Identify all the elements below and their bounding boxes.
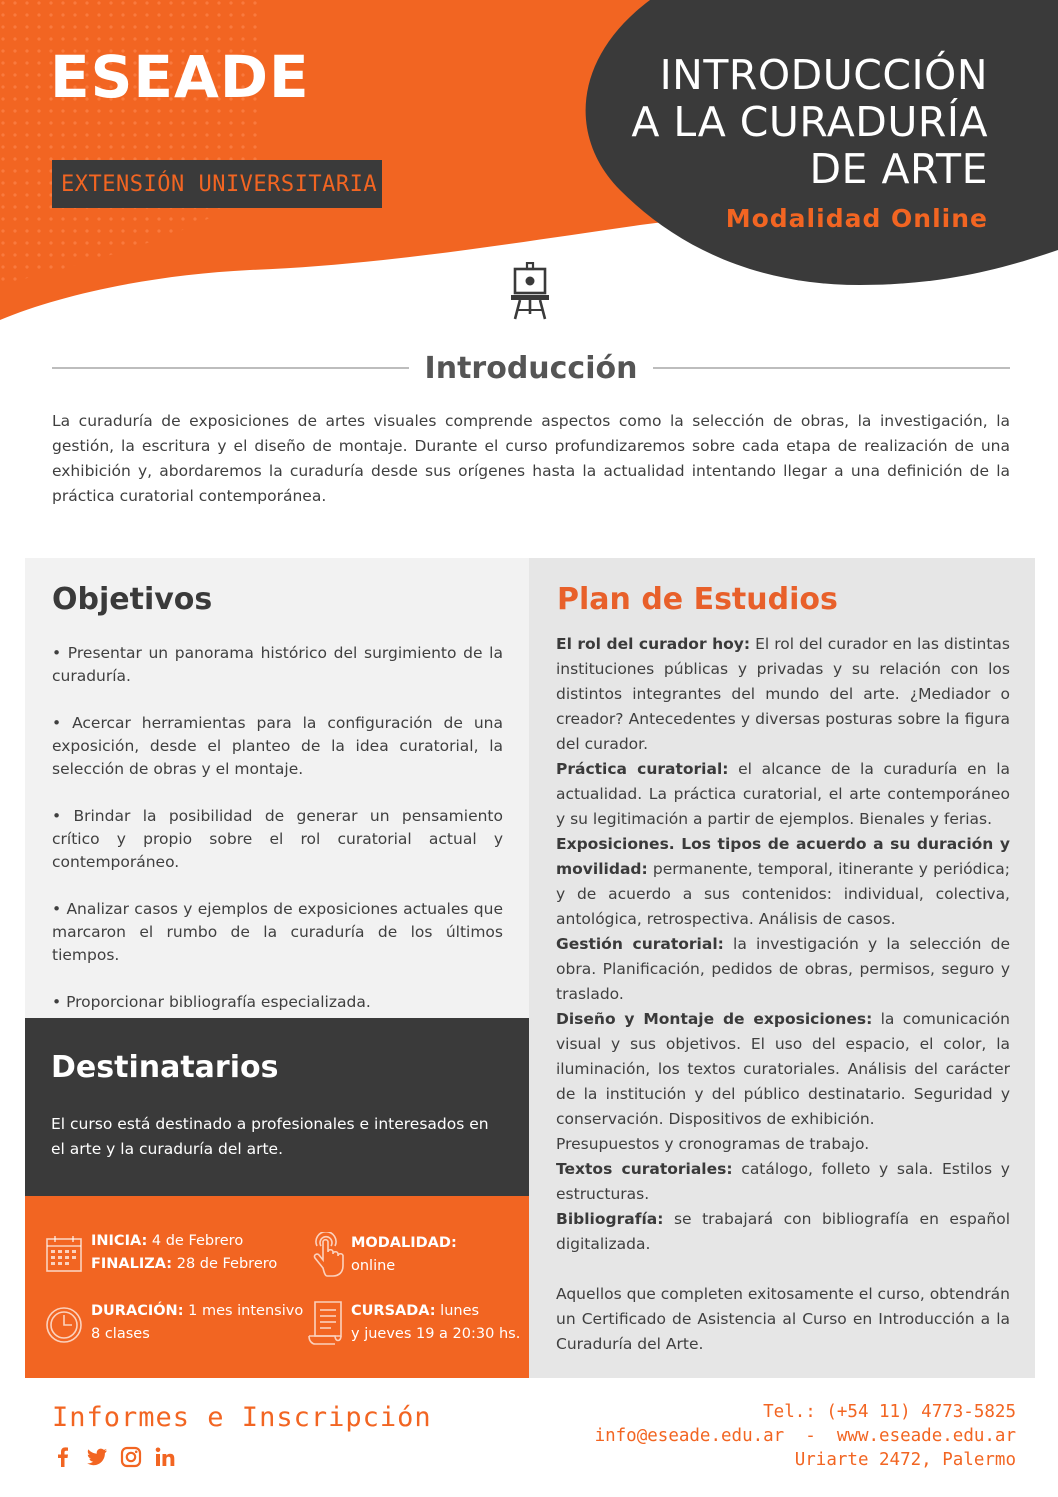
modalidad-value: online: [351, 1258, 396, 1274]
cursada-text: [351, 1300, 520, 1346]
plan-list: [556, 632, 1010, 1357]
extension-universitaria-badge: EXTENSIÓN UNIVERSITARIA: [52, 160, 382, 208]
duracion-label: DURACIÓN:: [91, 1303, 184, 1319]
course-title: [631, 52, 988, 193]
plan-item-text: se trabajará con bibliografía en español digitalizada.: [556, 1210, 1010, 1253]
plan-item: [556, 932, 1010, 1007]
social-links: [52, 1446, 176, 1468]
calendar-icon: [45, 1234, 85, 1274]
phone-text[interactable]: Tel.: (+54 11) 4773-5825: [763, 1402, 1016, 1422]
objetivos-panel: [25, 558, 529, 1018]
plan-item-text: la investigación y la selección de obra. Planificación, pedidos de obras, permisos, seguro y traslado.: [556, 935, 1010, 1003]
plan-item: [556, 832, 1010, 932]
eseade-logo: ESEADE: [50, 43, 310, 111]
touch-icon: [309, 1232, 349, 1278]
address-text: Uriarte 2472, Palermo: [794, 1450, 1016, 1470]
plan-heading: Plan de Estudios: [557, 582, 838, 617]
title-line-1: INTRODUCCIÓN: [659, 51, 988, 99]
objetivo-item: • Acercar herramientas para la configuración de una exposición, desde el planteo de la idea curatorial, la selección de obras y el montaje.: [52, 714, 503, 778]
plan-item: [556, 1157, 1010, 1207]
spacer: [556, 1257, 1010, 1282]
modalidad-label: MODALIDAD:: [351, 1235, 457, 1251]
finaliza-value: 28 de Febrero: [172, 1256, 278, 1272]
duracion-value: 1 mes intensivo: [183, 1303, 304, 1319]
fechas-text: [91, 1230, 277, 1276]
plan-item: [556, 1007, 1010, 1132]
header-banner: [0, 0, 1058, 330]
destinatarios-heading: Destinatarios: [51, 1050, 279, 1085]
divider-right: [653, 367, 1010, 369]
cursada-value: lunes: [435, 1303, 480, 1319]
plan-item-text: permanente, temporal, itinerante y periódica; y de acuerdo a sus contenidos: individual, colectiva, antológica, retrospectiva. Análisis de casos.: [556, 860, 1010, 928]
plan-item-text: Presupuestos y cronogramas de trabajo.: [556, 1135, 870, 1153]
plan-item-text: catálogo, folleto y sala. Estilos y estructuras.: [556, 1160, 1010, 1203]
plan-item-label: Textos curatoriales:: [556, 1160, 733, 1178]
objetivo-item: • Proporcionar bibliografía especializada.: [52, 993, 371, 1011]
facebook-icon[interactable]: [52, 1446, 74, 1468]
plan-item-label: Diseño y Montaje de exposiciones:: [556, 1010, 873, 1028]
title-line-2: A LA CURADURÍA: [631, 98, 988, 146]
instagram-icon[interactable]: [120, 1446, 142, 1468]
plan-estudios-panel: [529, 558, 1035, 1378]
plan-item-text: El rol del curador en las distintas instituciones públicas y privadas y su relación con los distintos integrantes del mundo del arte. ¿Mediador o creador? Antecedentes y diversas posturas sobre la figura del curador.: [556, 635, 1010, 753]
divider-left: [52, 367, 409, 369]
intro-heading: Introducción: [424, 350, 638, 386]
objetivos-list: [52, 642, 503, 1038]
intro-text: La curaduría de exposiciones de artes visuales comprende aspectos como la selección de obras, la investigación, la gestión, la escritura y el diseño de montaje. Durante el curso profundizaremos sobre cada etapa de realización de una exhibición y, abordaremos la curaduría desde sus orígenes hasta la actualidad intentando llegar a una definición de la práctica curatorial contemporánea.: [52, 412, 1010, 505]
destinatarios-panel: [25, 1018, 529, 1196]
duracion-clases: 8 clases: [91, 1326, 150, 1342]
duracion-text: [91, 1300, 303, 1346]
finaliza-label: FINALIZA:: [91, 1256, 173, 1272]
plan-item-label: Gestión curatorial:: [556, 935, 724, 953]
objetivo-item: • Presentar un panorama histórico del surgimiento de la curaduría.: [52, 644, 503, 685]
plan-closing: Aquellos que completen exitosamente el curso, obtendrán un Certificado de Asistencia al Curso en Introducción a la Curaduría del Arte.: [556, 1285, 1010, 1353]
linkedin-icon[interactable]: [154, 1446, 176, 1468]
easel-icon: [508, 262, 552, 320]
course-info-panel: [25, 1196, 529, 1378]
plan-item-label: Práctica curatorial:: [556, 760, 729, 778]
cursada-horario: y jueves 19 a 20:30 hs.: [351, 1326, 521, 1342]
modalidad-text: [351, 1232, 457, 1278]
objetivo-item: • Analizar casos y ejemplos de exposiciones actuales que marcaron el rumbo de la curaduría de los últimos tiempos.: [52, 900, 503, 964]
modalidad-subtitle: Modalidad Online: [725, 204, 988, 233]
intro-heading-row: [52, 348, 1010, 388]
twitter-icon[interactable]: [86, 1446, 108, 1468]
title-line-3: DE ARTE: [809, 145, 988, 193]
inicia-value: 4 de Febrero: [147, 1233, 244, 1249]
destinatarios-text: El curso está destinado a profesionales e interesados en el arte y la curaduría del arte.: [51, 1115, 489, 1158]
clock-icon: [45, 1304, 85, 1344]
objetivos-heading: Objetivos: [52, 582, 213, 617]
plan-item-label: Exposiciones. Los tipos de acuerdo a su duración y movilidad:: [556, 835, 1010, 878]
plan-item-label: El rol del curador hoy:: [556, 635, 751, 653]
document-icon: [307, 1300, 347, 1346]
contact-info: [595, 1400, 1016, 1472]
plan-item: [556, 1207, 1010, 1257]
plan-item: [556, 1132, 1010, 1157]
plan-item: [556, 632, 1010, 757]
inicia-label: INICIA:: [91, 1233, 148, 1249]
plan-item-text: la comunicación visual y sus objetivos. El uso del espacio, el color, la iluminación, los textos curatoriales. Análisis del carácter de la institución y del público destinatario. Seguridad y conservación. Dispositivos de exhibición.: [556, 1010, 1010, 1128]
objetivo-item: • Brindar la posibilidad de generar un pensamiento crítico y propio sobre el rol curatorial actual y contemporáneo.: [52, 807, 503, 871]
plan-item-label: Bibliografía:: [556, 1210, 664, 1228]
plan-item: [556, 757, 1010, 832]
cursada-label: CURSADA:: [351, 1303, 436, 1319]
informes-heading: Informes e Inscripción: [52, 1402, 432, 1433]
email-web-text[interactable]: info@eseade.edu.ar - www.eseade.edu.ar: [594, 1426, 1016, 1446]
plan-item-text: el alcance de la curaduría en la actualidad. La práctica curatorial, el arte contemporáneo y su legitimación a partir de ejemplos. Bienales y ferias.: [556, 760, 1010, 828]
